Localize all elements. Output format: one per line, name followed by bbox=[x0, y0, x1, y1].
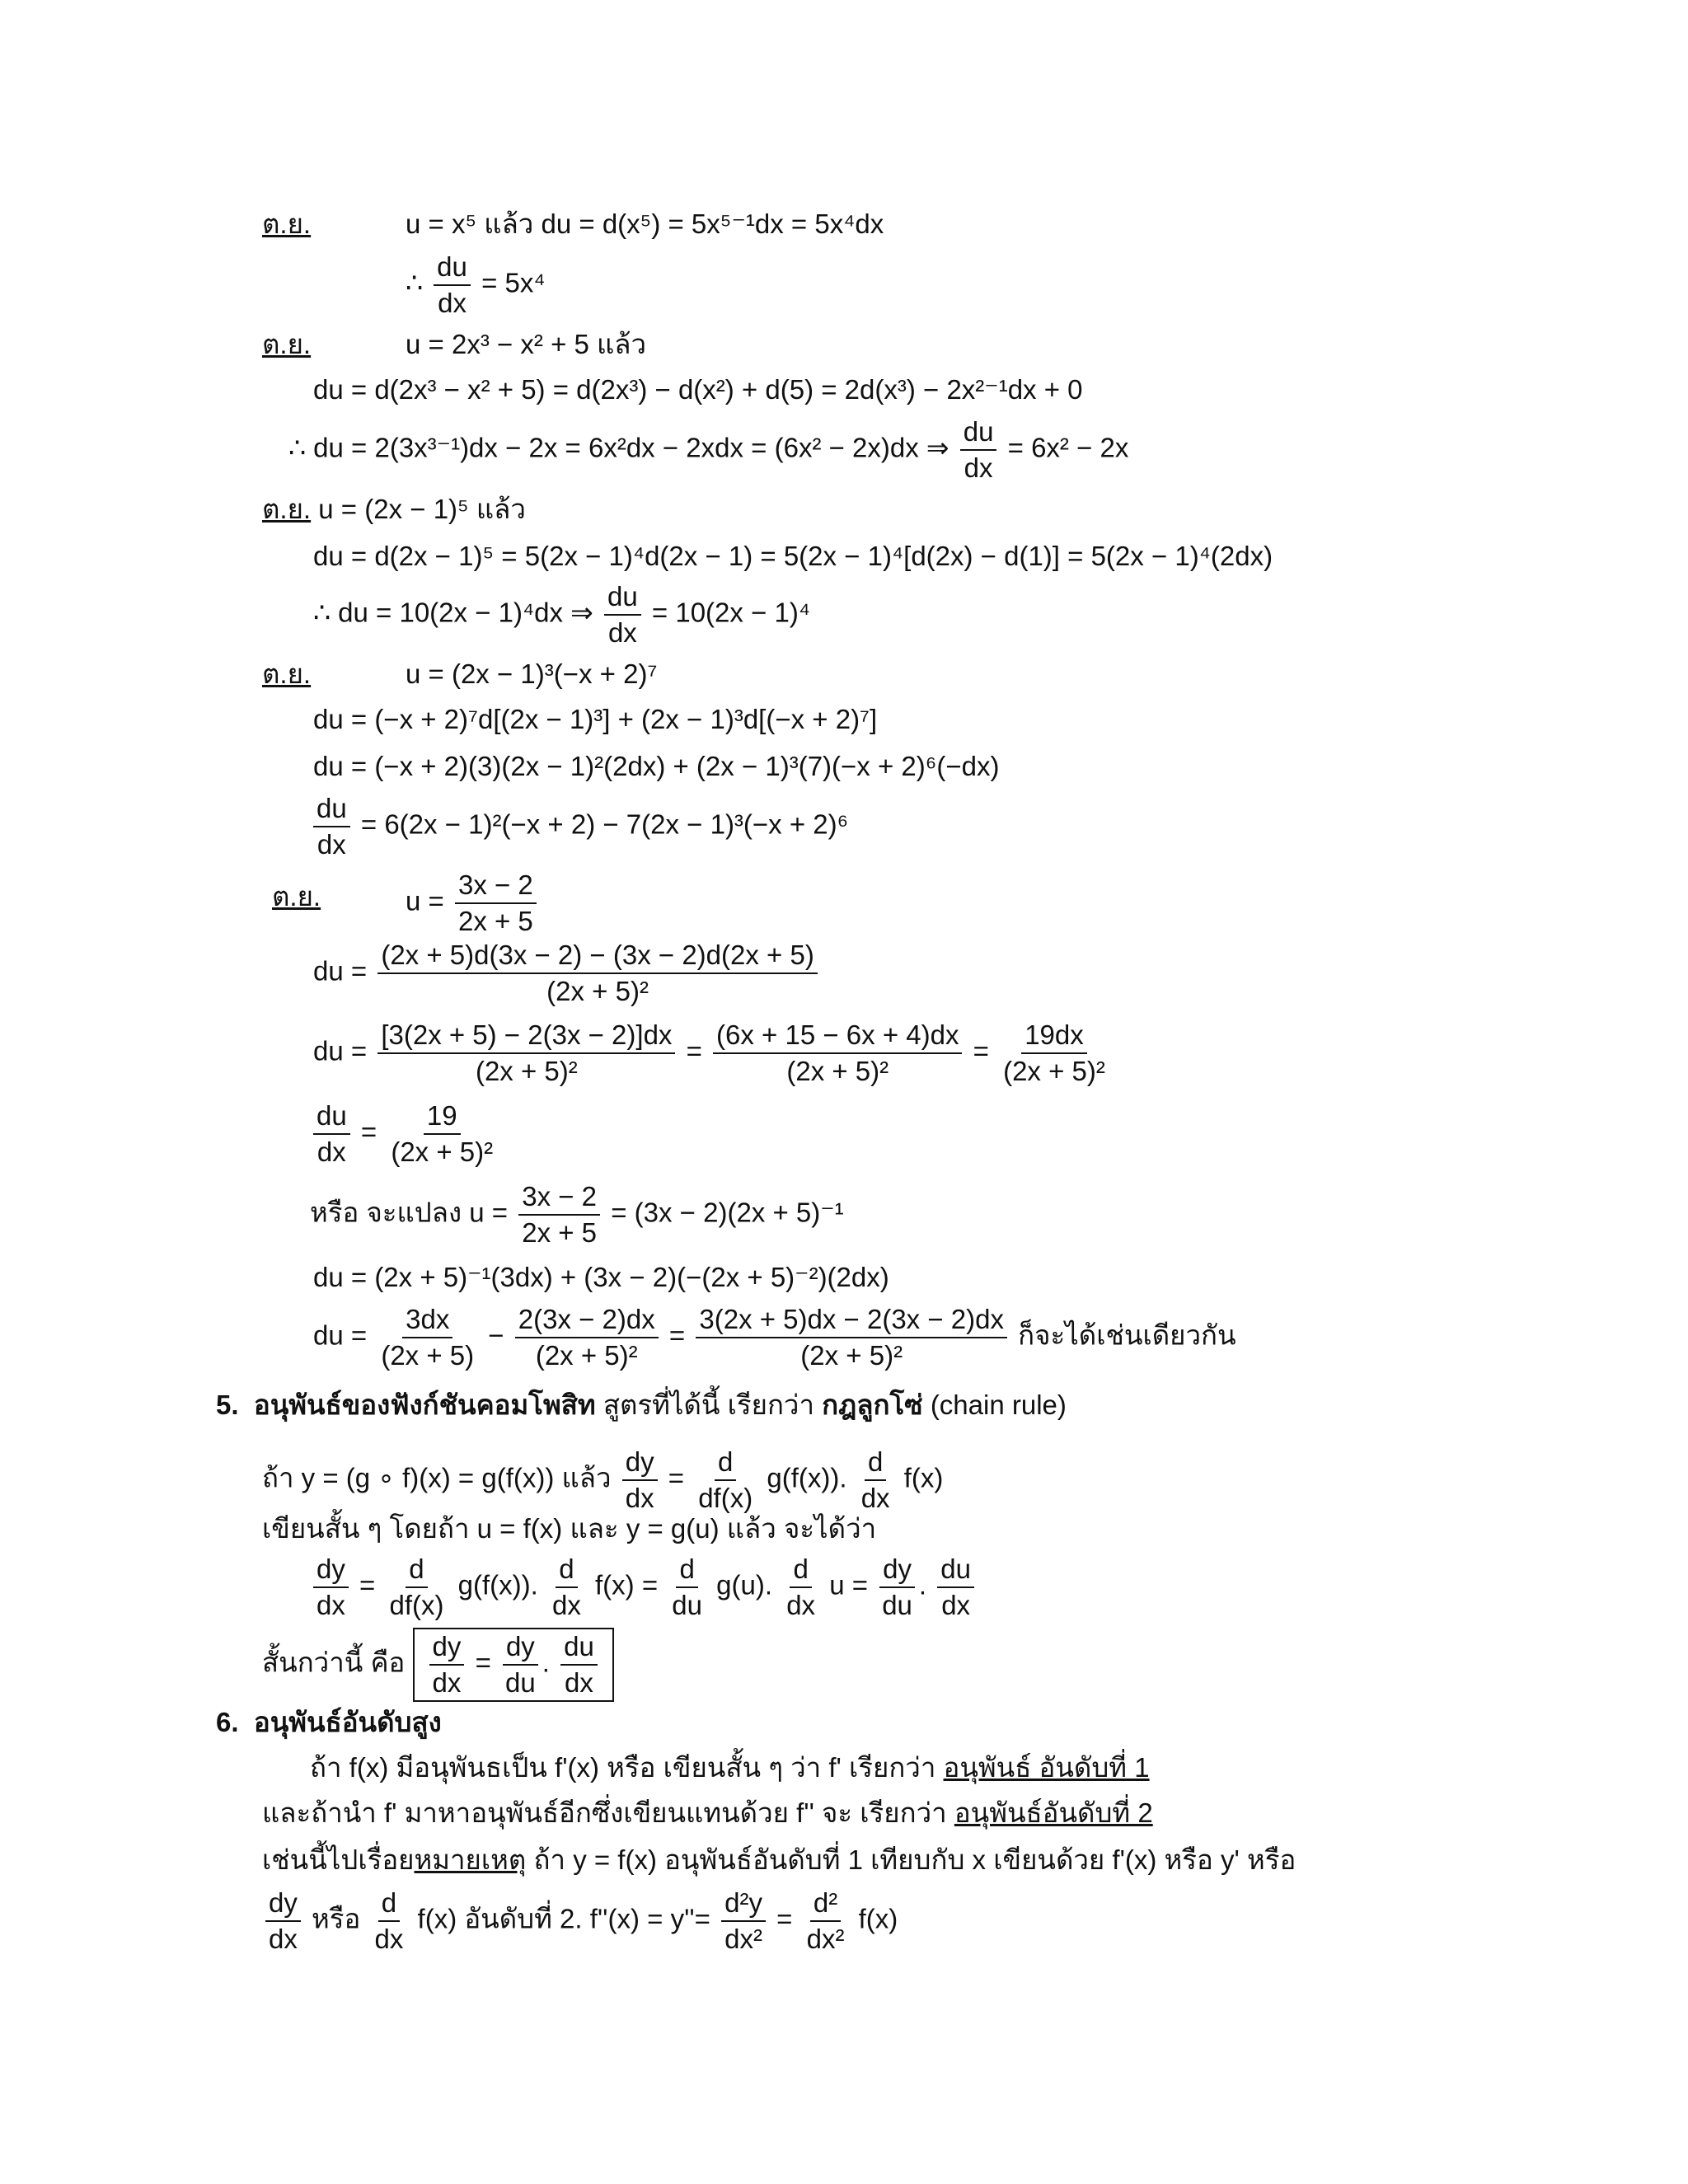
example-label bbox=[272, 880, 321, 913]
example-label-text: ต.ย. bbox=[262, 329, 312, 359]
s5-if-f2-num: d bbox=[715, 1446, 736, 1481]
ex1-line2 bbox=[406, 251, 546, 319]
section5-if-end: f(x) bbox=[903, 1462, 944, 1493]
box-f3-den: dx bbox=[565, 1667, 593, 1698]
s5-c-f2-den: df(x) bbox=[389, 1590, 444, 1620]
ex5-alt-du: du = (2x + 5)⁻¹(3dx) + (3x − 2)(−(2x + 5)⁻²)(2dx) bbox=[313, 1262, 889, 1292]
section6-p3 bbox=[262, 1844, 1296, 1877]
ex3-line3-lhs: ∴ du = 10(2x − 1)⁴dx ⇒ bbox=[313, 597, 593, 628]
s6-f2-num: d bbox=[378, 1887, 400, 1922]
ex5-du1 bbox=[313, 940, 821, 1007]
ex5-eq: = bbox=[668, 1462, 685, 1493]
section6-p3-b: ถ้า y = f(x) อนุพันธ์อันดับที่ 1 เทียบกับ x เขียนด้วย f'(x) หรือ y' หรือ bbox=[526, 1844, 1296, 1875]
ex5-eq: = bbox=[360, 1116, 377, 1147]
ex5-du2-f2 bbox=[713, 1019, 962, 1087]
box-f1-num: dy bbox=[429, 1631, 465, 1666]
ex5-alt2-minus: − bbox=[488, 1319, 504, 1351]
section5-if-f1 bbox=[622, 1446, 658, 1514]
ex5-u-fraction bbox=[455, 869, 537, 937]
s6-mid: f(x) อันดับที่ 2. f''(x) = y''= bbox=[417, 1903, 710, 1934]
section6-p2-text: และถ้านำ f' มาหาอนุพันธ์อีกซึ่งเขียนแทนด้วย f'' จะ เรียกว่า bbox=[262, 1797, 947, 1828]
ex5-alt bbox=[310, 1181, 844, 1249]
chain-rule-box: $\frac{dy}{dx}$ = $\frac{dy}{du}$ . $\frac{du}{dx}$ bbox=[413, 1628, 614, 1702]
ex5-eq: = bbox=[359, 1569, 376, 1601]
s5-c-f4-num: d bbox=[676, 1554, 697, 1588]
ex5-eq: = bbox=[686, 1035, 702, 1066]
ex5-u-lhs: u = bbox=[406, 885, 444, 916]
section5-number: 5. bbox=[216, 1390, 239, 1420]
s5-c-f6-num: dy bbox=[879, 1554, 915, 1588]
ex3-frac-den: dx bbox=[607, 617, 637, 648]
ex5-alt2-f2 bbox=[515, 1304, 659, 1371]
ex4-line2: du = (−x + 2)⁷d[(2x − 1)³] + (2x − 1)³d[(−x + 2)⁷] bbox=[313, 704, 878, 734]
ex5-ddx-lhs bbox=[313, 1100, 350, 1168]
s6-or: หรือ bbox=[312, 1903, 361, 1934]
ex5-du1-fraction bbox=[377, 940, 818, 1007]
box-f2 bbox=[502, 1631, 539, 1699]
ex5-eq: = bbox=[776, 1903, 793, 1934]
ex5-du2-f3-den: (2x + 5)² bbox=[1003, 1056, 1105, 1086]
ex4-frac-num: du bbox=[313, 793, 350, 827]
section6-p3-a: เช่นนี้ไปเรื่อย bbox=[262, 1844, 415, 1875]
ex2-line3-rhs: = 6x² − 2x bbox=[1007, 432, 1129, 463]
s6-f2-den: dx bbox=[374, 1924, 404, 1954]
ex2-line2: du = d(2x³ − x² + 5) = d(2x³) − d(x²) + d(5) = 2d(x³) − 2x²⁻¹dx + 0 bbox=[313, 374, 1083, 405]
ex4-line3: du = (−x + 2)(3)(2x − 1)²(2dx) + (2x − 1)³(7)(−x + 2)⁶(−dx) bbox=[313, 751, 1000, 781]
ex5-du2-f2-den: (2x + 5)² bbox=[786, 1056, 889, 1086]
s6-f1 bbox=[265, 1887, 301, 1955]
ex5-u bbox=[406, 869, 540, 937]
ex5-du2-f1-num: [3(2x + 5) − 2(3x − 2)]dx bbox=[377, 1019, 675, 1054]
s6-end: f(x) bbox=[858, 1903, 898, 1934]
s5-c-f5 bbox=[783, 1554, 818, 1621]
section5-if-f2 bbox=[695, 1446, 756, 1514]
s5-c-f6-den: du bbox=[882, 1590, 912, 1620]
ex5-ddx-den: dx bbox=[316, 1137, 346, 1167]
s5-c-mid1: g(f(x)). bbox=[457, 1569, 538, 1601]
ex5-du2-f1-den: (2x + 5)² bbox=[475, 1056, 578, 1086]
s5-c-f3 bbox=[549, 1554, 584, 1621]
section6-p4 bbox=[262, 1887, 898, 1955]
ex5-ddx-r-num: 19 bbox=[424, 1100, 461, 1135]
s5-if-f3-den: dx bbox=[860, 1483, 890, 1513]
ex2-fraction bbox=[960, 416, 997, 484]
ex5-u-num: 3x − 2 bbox=[455, 869, 537, 904]
section5-if-lhs: ถ้า y = (g ∘ f)(x) = g(f(x)) แล้ว bbox=[262, 1462, 612, 1493]
section5-text1: สูตรที่ได้นี้ เรียกว่า bbox=[603, 1390, 814, 1420]
ex5-alt2-lhs: du = bbox=[313, 1319, 368, 1351]
ex5-du2-lhs: du = bbox=[313, 1035, 368, 1066]
ex5-du1-den: (2x + 5)² bbox=[546, 976, 649, 1006]
s5-if-f1-den: dx bbox=[625, 1483, 654, 1513]
ex5-du1-num: (2x + 5)d(3x − 2) − (3x − 2)d(2x + 5) bbox=[377, 940, 818, 974]
ex5-du2-f3 bbox=[1000, 1019, 1109, 1087]
ex5-alt2-f3 bbox=[696, 1304, 1007, 1371]
ex5-du2-f1 bbox=[377, 1019, 675, 1087]
s5-if-f1-num: dy bbox=[622, 1446, 658, 1481]
ex4-line1: u = (2x − 1)³(−x + 2)⁷ bbox=[406, 658, 658, 689]
ex5-alt-prefix: หรือ จะแปลง u = bbox=[310, 1197, 509, 1228]
ex3-line1 bbox=[262, 493, 526, 526]
ex5-alt2-suffix: ก็จะได้เช่นเดียวกัน bbox=[1018, 1319, 1236, 1351]
s5-if-f3-num: d bbox=[865, 1446, 886, 1481]
section5-short: เขียนสั้น ๆ โดยถ้า u = f(x) และ y = g(u) แล้ว จะได้ว่า bbox=[262, 1513, 877, 1544]
example-label-text: ต.ย. bbox=[262, 658, 312, 689]
ex5-du2-f2-num: (6x + 15 − 6x + 4)dx bbox=[713, 1019, 962, 1054]
example-label-text: ต.ย. bbox=[272, 881, 321, 912]
example-label-text: ต.ย. bbox=[262, 209, 312, 239]
ex4-line4-rhs: = 6(2x − 1)²(−x + 2) − 7(2x − 1)³(−x + 2)⁶ bbox=[360, 808, 849, 840]
ex5-alt2-f2-num: 2(3x − 2)dx bbox=[515, 1304, 659, 1338]
ex3-fraction bbox=[604, 581, 641, 649]
ex2-frac-den: dx bbox=[964, 452, 993, 483]
ex2-line3-lhs: ∴ du = 2(3x³⁻¹)dx − 2x = 6x²dx − 2xdx = (6x² − 2x)dx ⇒ bbox=[288, 432, 950, 463]
s5-c-f1-num: dy bbox=[313, 1554, 349, 1588]
example-label bbox=[262, 208, 311, 241]
box-f3-num: du bbox=[560, 1631, 598, 1666]
ex5-ddx-r-den: (2x + 5)² bbox=[391, 1137, 494, 1167]
section5-heading bbox=[216, 1389, 1067, 1422]
section5-brief bbox=[262, 1628, 614, 1702]
s5-c-mid2: f(x) = bbox=[595, 1569, 659, 1601]
s5-c-f3-num: d bbox=[556, 1554, 577, 1588]
ex2-line3 bbox=[288, 416, 1128, 484]
box-f2-num: dy bbox=[503, 1631, 538, 1666]
section6-p1 bbox=[310, 1751, 1150, 1784]
section5-if-f3 bbox=[858, 1446, 893, 1514]
ex1-frac-den: dx bbox=[438, 288, 467, 318]
s6-f4 bbox=[804, 1887, 848, 1955]
s5-c-f5-num: d bbox=[790, 1554, 811, 1588]
ex2-line1: u = 2x³ − x² + 5 แล้ว bbox=[406, 329, 647, 359]
ex1-frac-num: du bbox=[434, 251, 471, 286]
ex5-alt-num: 3x − 2 bbox=[518, 1181, 600, 1216]
ex3-line2: du = d(2x − 1)⁵ = 5(2x − 1)⁴d(2x − 1) = 5(2x − 1)⁴[d(2x) − d(1)] = 5(2x − 1)⁴(2dx) bbox=[313, 541, 1273, 571]
ex5-alt2-f2-den: (2x + 5)² bbox=[535, 1340, 638, 1371]
ex5-u-den: 2x + 5 bbox=[457, 906, 533, 936]
s5-c-f4-den: du bbox=[672, 1590, 702, 1620]
second-derivative-term: อนุพันธ์อันดับที่ 2 bbox=[954, 1797, 1153, 1828]
s5-c-f2 bbox=[386, 1554, 447, 1621]
s5-c-f1-den: dx bbox=[316, 1590, 345, 1620]
example-label bbox=[262, 658, 311, 691]
ex3-line3 bbox=[313, 581, 810, 649]
s5-c-f1 bbox=[313, 1554, 349, 1621]
s6-f1-num: dy bbox=[265, 1887, 301, 1922]
box-f1-den: dx bbox=[432, 1667, 462, 1698]
s5-c-f4 bbox=[668, 1554, 706, 1621]
s5-c-f2-num: d bbox=[406, 1554, 427, 1588]
ex4-fraction bbox=[313, 793, 350, 860]
ex5-alt2-f1 bbox=[377, 1304, 477, 1371]
s5-c-f5-den: dx bbox=[786, 1590, 816, 1620]
ex2-frac-num: du bbox=[960, 416, 997, 451]
ex5-alt2-f1-num: 3dx bbox=[402, 1304, 452, 1338]
box-f1 bbox=[429, 1631, 465, 1699]
ex5-alt-rhs: = (3x − 2)(2x + 5)⁻¹ bbox=[611, 1197, 844, 1228]
box-f3 bbox=[560, 1631, 598, 1699]
section5-chain: $\frac{dy}{dx}$ = $\frac{d}{df(x)}$ g(f(x)). $\frac{d}{dx}$ f(x) = $\frac{d}{du}$ g(u). $\frac{d}{dx}$ u = $\frac{dy}{du}$ . $\frac{du}{dx}$ bbox=[310, 1554, 978, 1621]
note-term: หมายเหตุ bbox=[414, 1844, 527, 1875]
section6-title: อนุพันธ์อันดับสูง bbox=[253, 1707, 442, 1737]
s5-c-f7-den: dx bbox=[941, 1590, 971, 1620]
box-f2-den: du bbox=[505, 1667, 536, 1698]
s5-c-mid4: u = bbox=[829, 1569, 869, 1601]
s5-c-f6 bbox=[879, 1554, 916, 1621]
ex5-du1-lhs: du = bbox=[313, 955, 368, 987]
ex5-eq: = bbox=[475, 1647, 491, 1678]
ex5-du2-f3-num: 19dx bbox=[1021, 1019, 1087, 1054]
example-label-text: ต.ย. bbox=[262, 494, 312, 524]
ex5-ddx-rhs bbox=[387, 1100, 496, 1168]
section6-p1-text: ถ้า f(x) มีอนุพันธเป็น f'(x) หรือ เขียนสั้น ๆ ว่า f' เรียกว่า bbox=[310, 1752, 936, 1783]
s6-f3 bbox=[721, 1887, 766, 1955]
ex5-alt-den: 2x + 5 bbox=[522, 1217, 598, 1248]
s5-c-f7 bbox=[937, 1554, 974, 1621]
ex5-alt2-f1-den: (2x + 5) bbox=[381, 1340, 475, 1371]
ex3-frac-num: du bbox=[604, 581, 641, 616]
ex4-line4 bbox=[310, 793, 848, 860]
section5-if bbox=[262, 1446, 943, 1514]
ex3-line1-text: u = (2x − 1)⁵ แล้ว bbox=[318, 494, 526, 524]
ex1-therefore: ∴ bbox=[406, 267, 423, 298]
ex5-alt2-f3-den: (2x + 5)² bbox=[800, 1340, 903, 1371]
ex5-eq: = bbox=[668, 1319, 686, 1351]
section5-rule-en: (chain rule) bbox=[930, 1390, 1067, 1420]
ex1-rhs: = 5x⁴ bbox=[481, 267, 546, 298]
s5-c-f7-num: du bbox=[937, 1554, 974, 1588]
ex4-frac-den: dx bbox=[316, 829, 346, 860]
s6-f2 bbox=[372, 1887, 407, 1955]
s5-c-f3-den: dx bbox=[551, 1590, 581, 1620]
ex1-line1: u = x⁵ แล้ว du = d(x⁵) = 5x⁵⁻¹dx = 5x⁴dx bbox=[406, 209, 884, 239]
example-label bbox=[262, 328, 311, 361]
ex5-ddx bbox=[310, 1100, 499, 1168]
s6-f3-den: dx² bbox=[724, 1924, 762, 1954]
s6-f1-den: dx bbox=[269, 1924, 298, 1954]
section6-heading bbox=[216, 1706, 442, 1739]
section5-if-mid: g(f(x)). bbox=[767, 1462, 847, 1493]
s5-c-mid3: g(u). bbox=[716, 1569, 773, 1601]
ex5-ddx-num: du bbox=[313, 1100, 350, 1135]
section5-title: อนุพันธ์ของฟังก์ชันคอมโพสิท bbox=[253, 1390, 596, 1420]
section5-rule: กฎลูกโซ่ bbox=[822, 1390, 923, 1420]
ex5-eq: = bbox=[973, 1035, 989, 1066]
ex5-alt2 bbox=[313, 1304, 1236, 1371]
ex1-fraction bbox=[434, 251, 471, 319]
s6-f4-num: d² bbox=[810, 1887, 841, 1922]
ex5-du2 bbox=[313, 1019, 1112, 1087]
ex5-alt2-f3-num: 3(2x + 5)dx − 2(3x − 2)dx bbox=[696, 1304, 1007, 1338]
section6-p2 bbox=[262, 1797, 1153, 1830]
first-derivative-term: อนุพันธ์ อันดับที่ 1 bbox=[943, 1752, 1150, 1783]
s6-f4-den: dx² bbox=[806, 1924, 845, 1954]
s5-if-f2-den: df(x) bbox=[698, 1483, 753, 1513]
ex5-alt-fraction bbox=[518, 1181, 600, 1249]
ex3-line3-rhs: = 10(2x − 1)⁴ bbox=[651, 597, 811, 628]
s6-f3-num: d²y bbox=[721, 1887, 766, 1922]
section5-brief-text: สั้นกว่านี้ คือ bbox=[262, 1647, 406, 1678]
section6-number: 6. bbox=[216, 1707, 239, 1737]
